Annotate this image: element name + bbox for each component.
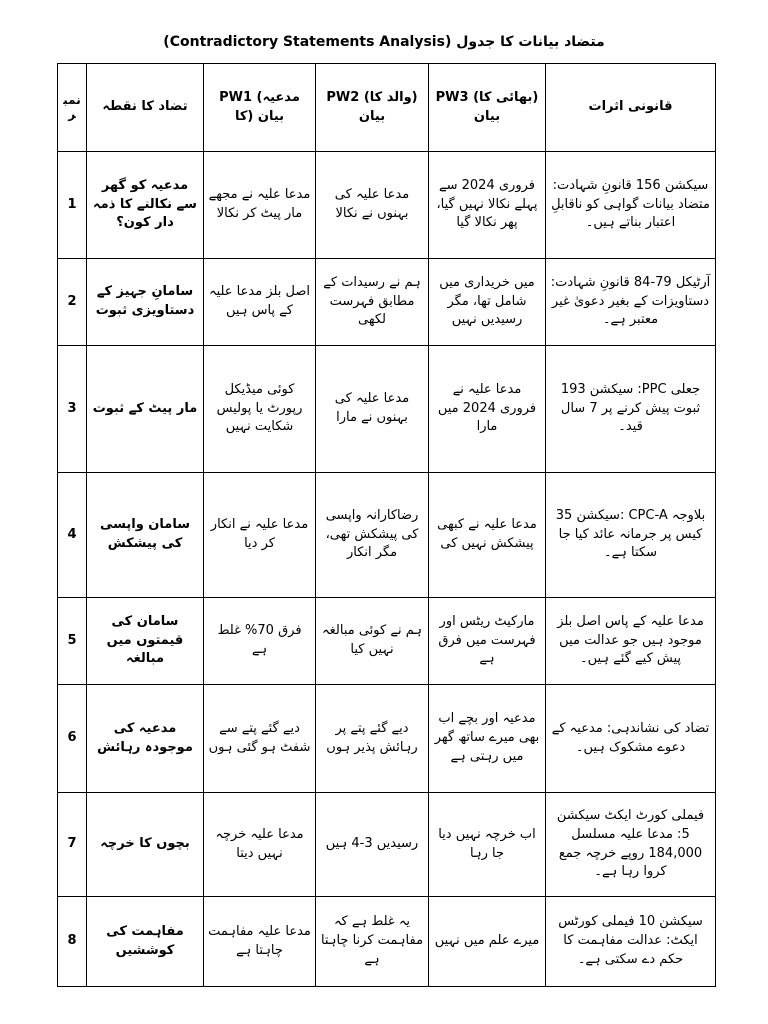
cell-pw1: اصل بلز مدعا علیہ کے پاس ہیں [204,259,316,346]
cell-pw3: مدعا علیہ نے فروری 2024 میں مارا [429,346,546,473]
cell-pw3: میرے علم میں نہیں [429,897,546,987]
cell-number: 1 [58,152,87,259]
cell-pw1: دیے گئے پتے سے شفٹ ہو گئی ہوں [204,685,316,793]
contradictions-table [57,63,716,987]
cell-point: سامانِ جہیز کے دستاویزی ثبوت [87,259,204,346]
cell-point: مدعیہ کو گھر سے نکالنے کا ذمہ دار کون؟ [87,152,204,259]
cell-pw2: مدعا علیہ کی بہنوں نے مارا [316,346,429,473]
header-number: نمبر [58,64,87,152]
header-effects: قانونی اثرات [546,64,716,152]
page-title: متضاد بیانات کا جدول (Contradictory Statements Analysis) [163,34,605,50]
cell-pw3: میں خریداری میں شامل تھا، مگر رسیدیں نہیں [429,259,546,346]
cell-effects: جعلی PPC: سیکشن 193 ثبوت پیش کرنے پر 7 سال قید۔ [546,346,716,473]
header-pw3: PW3 (بھائی کا) بیان [429,64,546,152]
cell-pw2: دیے گئے پتے پر رہائش پذیر ہوں [316,685,429,793]
table-row [58,259,716,346]
cell-number: 7 [58,793,87,897]
cell-effects: فیملی کورٹ ایکٹ سیکشن 5: مدعا علیہ مسلسل 184,000 روپے خرچہ جمع کروا رہا ہے۔ [546,793,716,897]
header-point: تضاد کا نقطہ [87,64,204,152]
cell-pw3: اب خرچہ نہیں دیا جا رہا [429,793,546,897]
cell-effects: سیکشن 10 فیملی کورٹس ایکٹ: عدالت مفاہمت کا حکم دے سکتی ہے۔ [546,897,716,987]
table-row [58,473,716,598]
cell-pw2: مدعا علیہ کی بہنوں نے نکالا [316,152,429,259]
cell-number: 3 [58,346,87,473]
table-row [58,598,716,685]
cell-pw2: ہم نے کوئی مبالغہ نہیں کیا [316,598,429,685]
cell-pw3: مدعیہ اور بچے اب بھی میرے ساتھ گھر میں رہتی ہے [429,685,546,793]
table-row [58,793,716,897]
cell-pw2: رسیدیں 3-4 ہیں [316,793,429,897]
cell-effects: آرٹیکل 79-84 قانونِ شہادت: دستاویزات کے بغیر دعویٰ غیر معتبر ہے۔ [546,259,716,346]
table-row [58,152,716,259]
header-row [58,64,716,152]
cell-pw3: فروری 2024 سے پہلے نکالا نہیں گیا، پھر نکالا گیا [429,152,546,259]
cell-pw1: مدعا علیہ نے مجھے مار پیٹ کر نکالا [204,152,316,259]
cell-pw1: کوئی میڈیکل رپورٹ یا پولیس شکایت نہیں [204,346,316,473]
table-row [58,346,716,473]
cell-pw1: مدعا علیہ نے انکار کر دیا [204,473,316,598]
cell-pw2: ہم نے رسیدات کے مطابق فہرست لکھی [316,259,429,346]
cell-point: مار پیٹ کے ثبوت [87,346,204,473]
cell-number: 5 [58,598,87,685]
cell-effects: تضاد کی نشاندہی: مدعیہ کے دعوے مشکوک ہیں۔ [546,685,716,793]
cell-point: مدعیہ کی موجودہ رہائش [87,685,204,793]
cell-number: 4 [58,473,87,598]
cell-pw1: مدعا علیہ خرچہ نہیں دیتا [204,793,316,897]
header-pw2: PW2 (والد کا) بیان [316,64,429,152]
cell-pw3: مارکیٹ ریٹس اور فہرست میں فرق ہے [429,598,546,685]
cell-pw1: مدعا علیہ مفاہمت چاہتا ہے [204,897,316,987]
cell-pw2: رضاکارانہ واپسی کی پیشکش تھی، مگر انکار [316,473,429,598]
cell-number: 8 [58,897,87,987]
cell-point: سامان کی قیمتوں میں مبالغہ [87,598,204,685]
cell-pw1: فرق 70% غلط ہے [204,598,316,685]
cell-number: 6 [58,685,87,793]
table-row [58,897,716,987]
cell-effects: سیکشن 156 قانونِ شہادت: متضاد بیانات گواہی کو ناقابلِ اعتبار بناتے ہیں۔ [546,152,716,259]
table-row [58,685,716,793]
cell-point: بچوں کا خرچہ [87,793,204,897]
cell-pw2: یہ غلط ہے کہ مفاہمت کرنا چاہتا ہے [316,897,429,987]
cell-point: سامان واپسی کی پیشکش [87,473,204,598]
cell-number: 2 [58,259,87,346]
cell-pw3: مدعا علیہ نے کبھی پیشکش نہیں کی [429,473,546,598]
cell-effects: بلاوجہ CPC-A :سیکشن 35 کیس پر جرمانہ عائد کیا جا سکتا ہے۔ [546,473,716,598]
header-pw1: PW1 (مدعیہ کا) بیان [204,64,316,152]
cell-point: مفاہمت کی کوششیں [87,897,204,987]
cell-effects: مدعا علیہ کے پاس اصل بلز موجود ہیں جو عدالت میں پیش کیے گئے ہیں۔ [546,598,716,685]
